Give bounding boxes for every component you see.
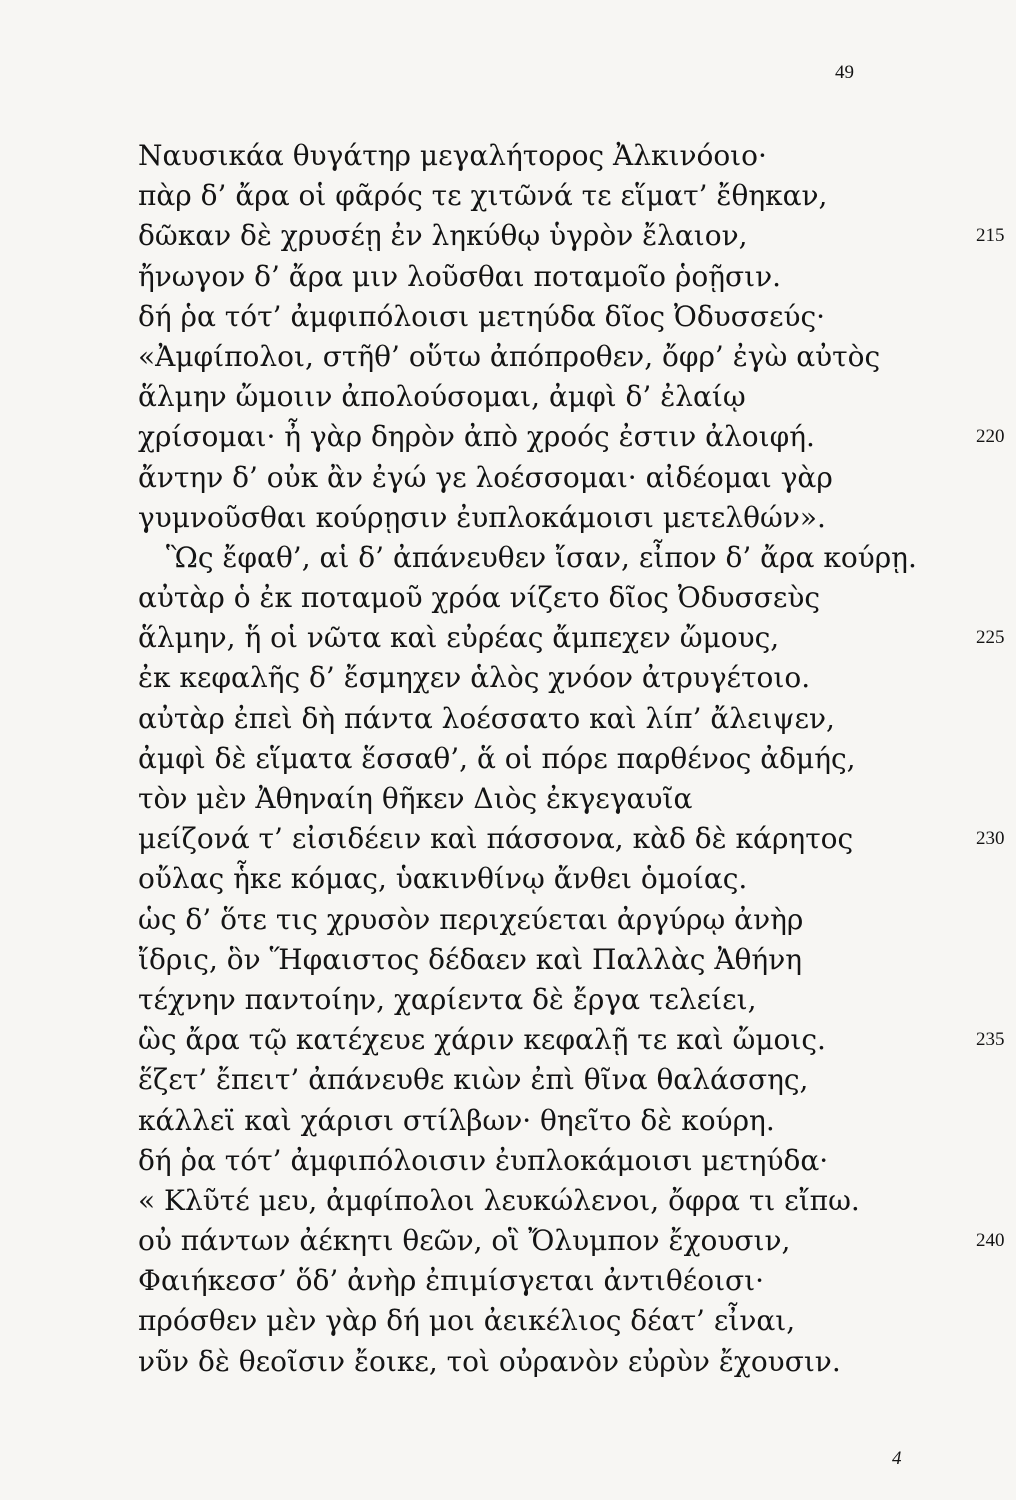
verse-line: [138, 1181, 878, 1221]
verse-line: [138, 458, 878, 498]
verse-text: μείζονά τ’ εἰσιδέειν καὶ πάσσονα, κὰδ δὲ κάρητος: [138, 822, 854, 856]
verse-line: [138, 136, 878, 176]
verse-line: [138, 859, 878, 899]
verse-line: [138, 618, 1005, 658]
verse-text: δῶκαν δὲ χρυσέῃ ἐν ληκύθῳ ὑγρὸν ἔλαιον,: [138, 219, 748, 253]
verse-text: ἴδρις, ὃν Ἥφαιστος δέδαεν καὶ Παλλὰς Ἀθήνη: [138, 942, 802, 976]
verse-line: [138, 1060, 878, 1100]
line-number: 215: [976, 225, 1005, 247]
verse-line: [138, 377, 878, 417]
verse-line: [138, 498, 878, 538]
verse-text: πὰρ δ’ ἄρα οἱ φᾶρός τε χιτῶνά τε εἵματ’ ἔθηκαν,: [138, 179, 828, 213]
verse-line: [138, 779, 878, 819]
verse-text: αὐτὰρ ὁ ἐκ ποταμοῦ χρόα νίζετο δῖος Ὀδυσσεὺς: [138, 581, 821, 615]
verse-text: αὐτὰρ ἐπεὶ δὴ πάντα λοέσσατο καὶ λίπ’ ἄλειψεν,: [138, 701, 835, 735]
verse-text: Ὣς ἔφαθ’, αἱ δ’ ἀπάνευθεν ἴσαν, εἶπον δ’ ἄρα κούρῃ.: [166, 540, 917, 574]
line-number: 230: [976, 828, 1005, 850]
verse-line: [138, 819, 1005, 859]
verse-line: [138, 940, 878, 980]
verse-block: [138, 136, 1005, 1382]
page-number: 49: [835, 62, 854, 83]
line-number: 235: [976, 1029, 1005, 1051]
verse-text: νῦν δὲ θεοῖσιν ἔοικε, τοὶ οὐρανὸν εὐρὺν ἔχουσιν.: [138, 1344, 841, 1378]
verse-text: ἀμφὶ δὲ εἵματα ἕσσαθ’, ἅ οἱ πόρε παρθένος ἀδμής,: [138, 741, 856, 775]
verse-line: [138, 578, 878, 618]
verse-text: γυμνοῦσθαι κούρῃσιν ἐυπλοκάμοισι μετελθών».: [138, 500, 826, 534]
verse-text: ἐκ κεφαλῆς δ’ ἔσμηχεν ἁλὸς χνόον ἀτρυγέτοιο.: [138, 661, 811, 695]
verse-text: οὐ πάντων ἀέκητι θεῶν, οἳ Ὄλυμπον ἔχουσιν,: [138, 1224, 791, 1258]
verse-line: [138, 337, 881, 377]
verse-text: ἅλμην, ἥ οἱ νῶτα καὶ εὐρέας ἄμπεχεν ὤμους,: [138, 621, 780, 655]
verse-line: [138, 1221, 1005, 1261]
verse-line: [138, 900, 878, 940]
verse-line: [138, 297, 878, 337]
line-number: 240: [976, 1230, 1005, 1252]
verse-text: ἤνωγον δ’ ἄρα μιν λοῦσθαι ποταμοῖο ῥοῇσιν.: [138, 259, 782, 293]
verse-text: ἄντην δ’ οὐκ ἂν ἐγώ γε λοέσσομαι· αἰδέομαι γὰρ: [138, 460, 833, 494]
verse-text: οὔλας ἧκε κόμας, ὑακινθίνῳ ἄνθει ὁμοίας.: [138, 862, 748, 896]
verse-line: [138, 216, 1005, 256]
verse-line: [138, 1020, 1005, 1060]
verse-text: δή ῥα τότ’ ἀμφιπόλοισι μετηύδα δῖος Ὀδυσσεύς·: [138, 299, 826, 333]
line-number: 225: [976, 627, 1005, 649]
verse-text: ἕζετ’ ἔπειτ’ ἀπάνευθε κιὼν ἐπὶ θῖνα θαλάσσης,: [138, 1063, 809, 1097]
verse-line: [138, 176, 878, 216]
verse-text: Ναυσικάα θυγάτηρ μεγαλήτορος Ἀλκινόοιο·: [138, 139, 767, 172]
verse-line: [138, 658, 878, 698]
verse-text: « Κλῦτέ μευ, ἀμφίπολοι λευκώλενοι, ὄφρα τι εἴπω.: [138, 1183, 860, 1217]
verse-text: τέχνην παντοίην, χαρίεντα δὲ ἔργα τελείει,: [138, 982, 757, 1016]
verse-line: [138, 1141, 878, 1181]
verse-line: [138, 1101, 878, 1141]
verse-text: χρίσομαι· ἦ γὰρ δηρὸν ἀπὸ χροός ἐστιν ἀλοιφή.: [138, 420, 815, 454]
verse-text: ὣς ἄρα τῷ κατέχευε χάριν κεφαλῇ τε καὶ ὤμοις.: [138, 1023, 826, 1057]
verse-text: πρόσθεν μὲν γὰρ δή μοι ἀεικέλιος δέατ’ εἶναι,: [138, 1304, 796, 1338]
verse-text: κάλλεϊ καὶ χάρισι στίλβων· θηεῖτο δὲ κούρη.: [138, 1103, 775, 1137]
verse-line: [138, 1342, 878, 1382]
verse-text: ὡς δ’ ὅτε τις χρυσὸν περιχεύεται ἀργύρῳ ἀνὴρ: [138, 902, 804, 936]
verse-line: [138, 538, 917, 578]
verse-line: [138, 1301, 878, 1341]
signature-mark: 4: [892, 1448, 902, 1469]
verse-line: [138, 980, 878, 1020]
verse-text: «Ἀμφίπολοι, στῆθ’ οὕτω ἀπόπροθεν, ὄφρ’ ἐγὼ αὐτὸς: [138, 339, 881, 373]
verse-line: [138, 699, 878, 739]
verse-text: τὸν μὲν Ἀθηναίη θῆκεν Διὸς ἐκγεγαυῖα: [138, 782, 693, 815]
verse-text: δή ῥα τότ’ ἀμφιπόλοισιν ἐυπλοκάμοισι μετηύδα·: [138, 1143, 829, 1177]
verse-line: [138, 417, 1005, 457]
verse-line: [138, 1261, 878, 1301]
line-number: 220: [976, 426, 1005, 448]
verse-line: [138, 257, 878, 297]
verse-text: ἅλμην ὤμοιιν ἀπολούσομαι, ἀμφὶ δ’ ἐλαίῳ: [138, 380, 746, 414]
verse-text: Φαιήκεσσ’ ὅδ’ ἀνὴρ ἐπιμίσγεται ἀντιθέοισι·: [138, 1264, 765, 1298]
verse-line: [138, 739, 878, 779]
